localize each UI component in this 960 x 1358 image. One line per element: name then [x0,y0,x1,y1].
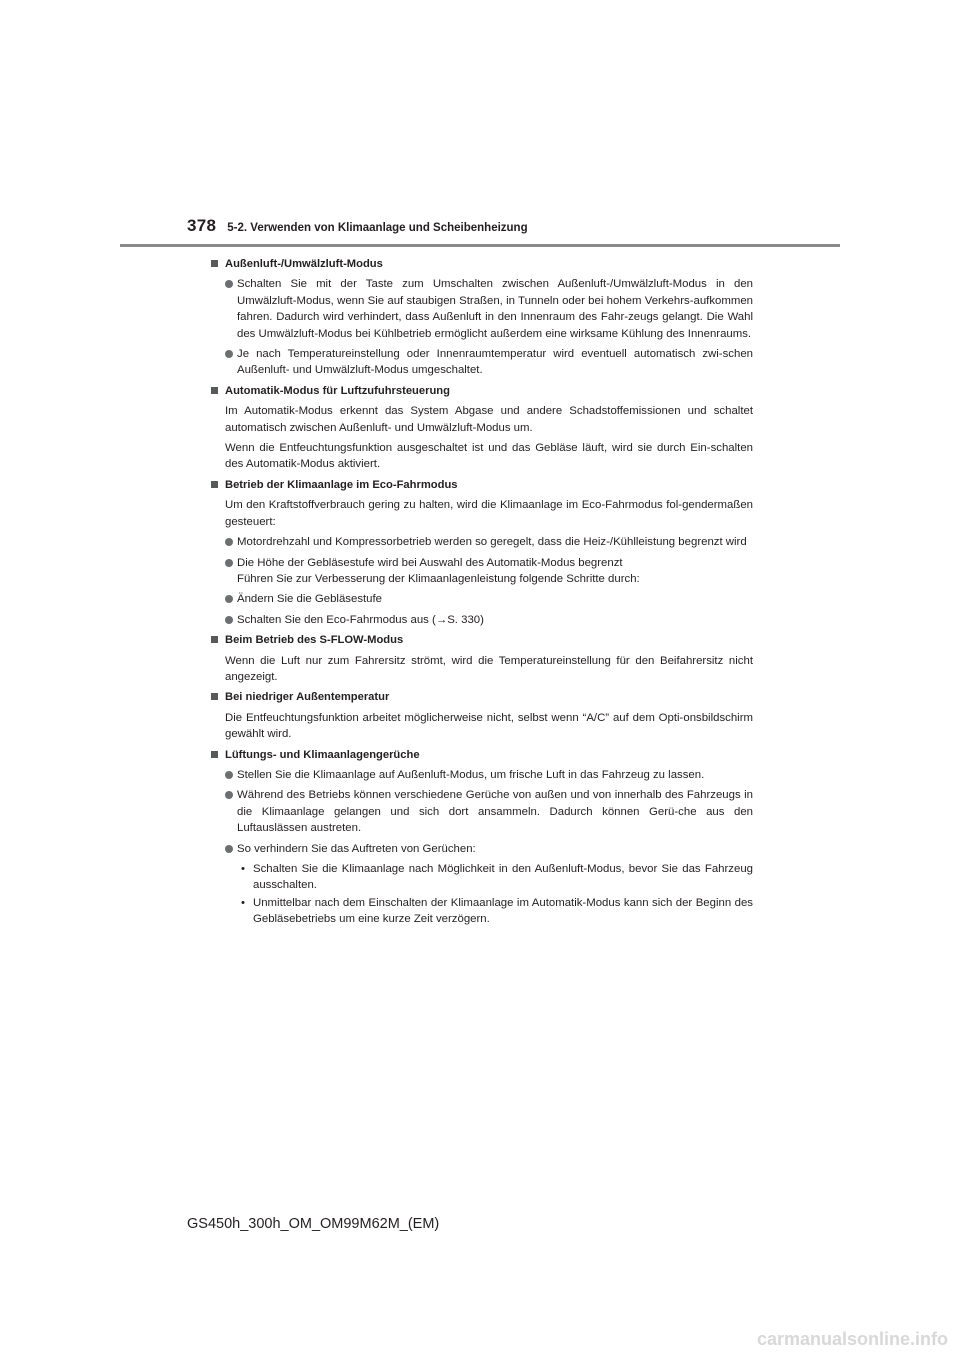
section-automatic-air-intake [209,383,753,473]
section-heading [209,477,753,493]
square-marker-icon [211,693,218,700]
heading-text: Beim Betrieb des S-FLOW-Modus [225,634,404,647]
bullet-text: Schalten Sie mit der Taste zum Umschalten zwischen Außenluft-/Umwälzluft-Modus in den Umwälzluft-Modus, wenn Sie auf staubigen Straßen, in Tunneln oder bei hohem Verkehrs-aufkommen fahren. Dadurch wird verhindert, dass Außenluft in den Innenraum des Fahr-zeugs gelangt. Die Wahl des Umwälzluft-Modus bei Kühlbetrieb ermöglicht außerdem eine wirksame Kühlung des Innenraums. [237,278,753,340]
circle-bullet-icon [225,845,233,853]
bullet-text: Schalten Sie den Eco-Fahrmodus aus ( [237,613,436,626]
list-item [209,276,753,342]
list-item [209,534,753,550]
circle-bullet-icon [225,595,233,603]
sub-bullet-text: Schalten Sie die Klimaanlage nach Möglichkeit in den Außenluft-Modus, bevor Sie das Fahrzeug ausschalten. [253,863,753,892]
section-heading [209,256,753,272]
circle-bullet-icon [225,791,233,799]
list-item [209,767,753,783]
section-heading [209,689,753,705]
chapter-title: 5-2. Verwenden von Klimaanlage und Scheibenheizung [227,222,528,234]
heading-text: Bei niedriger Außentemperatur [225,691,390,704]
footer-document-code: GS450h_300h_OM_OM99M62M_(EM) [187,1216,440,1232]
square-marker-icon [211,481,218,488]
section-outside-recirculated-air [209,256,753,379]
paragraph: Um den Kraftstoffverbrauch gering zu halten, wird die Klimaanlage im Eco-Fahrmodus fol-gendermaßen gesteuert: [225,499,753,528]
bullet-text: Stellen Sie die Klimaanlage auf Außenluft-Modus, um frische Luft in das Fahrzeug zu lassen. [237,768,705,781]
small-bullet-icon: • [241,863,245,875]
small-bullet-icon: • [241,896,245,909]
bullet-text: Motordrehzahl und Kompressorbetrieb werden so geregelt, dass die Heiz-/Kühlleistung begrenzt wird [237,536,747,549]
header-divider [120,244,840,247]
sub-list-item [209,861,753,894]
section-s-flow-mode [209,632,753,685]
circle-bullet-icon [225,771,233,779]
heading-text: Lüftungs- und Klimaanlagengerüche [225,748,420,761]
square-marker-icon [211,260,218,267]
watermark: carmanualsonline.info [756,1329,948,1349]
paragraph: Wenn die Entfeuchtungsfunktion ausgeschaltet ist und das Gebläse läuft, wird sie durch Ein-schalten des Automatik-Modus aktiviert. [225,442,753,471]
section-heading [209,747,753,763]
sub-list-item [209,895,753,928]
heading-text: Betrieb der Klimaanlage im Eco-Fahrmodus [225,478,458,491]
bullet-text: Die Höhe der Gebläsestufe wird bei Auswahl des Automatik-Modus begrenzt [237,556,623,569]
circle-bullet-icon [225,616,233,624]
list-item [209,787,753,836]
section-low-outside-temperature [209,689,753,742]
heading-text: Außenluft-/Umwälzluft-Modus [225,258,383,270]
page-reference-link[interactable]: S. 330) [447,613,484,626]
arrow-right-icon: → [435,613,448,626]
bullet-text: Je nach Temperatureinstellung oder Innenraumtemperatur wird eventuell automatisch zwi-schen Außenluft- und Umwälzluft-Modus umgeschaltet. [237,348,753,377]
bullet-text-continued: Führen Sie zur Verbesserung der Klimaanlagenleistung folgende Schritte durch: [237,572,640,585]
list-item [209,841,753,857]
section-odors [209,747,753,928]
page-content [209,256,753,929]
list-item [209,555,753,588]
circle-bullet-icon [225,538,233,546]
paragraph: Wenn die Luft nur zum Fahrersitz strömt, wird die Temperatureinstellung für den Beifahrersitz nicht angezeigt. [225,654,753,683]
circle-bullet-icon [225,280,233,288]
square-marker-icon [211,387,218,394]
page-number: 378 [187,216,217,235]
list-item [209,591,753,607]
square-marker-icon [211,636,218,643]
bullet-text: Während des Betriebs können verschiedene Gerüche von außen und von innerhalb des Fahrzeugs in die Klimaanlage gelangen und sich dort ansammeln. Dadurch können Gerü-che aus den Luftauslässen austreten. [237,789,753,835]
list-item [209,612,753,628]
section-heading [209,632,753,648]
circle-bullet-icon [225,350,233,358]
square-marker-icon [211,751,218,758]
heading-text: Automatik-Modus für Luftzufuhrsteuerung [225,384,450,397]
bullet-text: So verhindern Sie das Auftreten von Gerüchen: [237,842,476,855]
sub-bullet-text: Unmittelbar nach dem Einschalten der Klimaanlage im Automatik-Modus kann sich der Beginn des Gebläsebetriebs um eine kurze Zeit verzögern. [253,896,753,926]
section-eco-drive-mode [209,477,753,628]
section-heading [209,383,753,399]
circle-bullet-icon [225,559,233,567]
paragraph: Die Entfeuchtungsfunktion arbeitet möglicherweise nicht, selbst wenn “A/C” auf dem Opti-onsbildschirm gewählt wird. [225,711,753,741]
bullet-text: Ändern Sie die Gebläsestufe [237,593,383,606]
list-item [209,346,753,379]
paragraph: Im Automatik-Modus erkennt das System Abgase und andere Schadstoffemissionen und schaltet automatisch zwischen Außenluft- und Umwälzluft-Modus um. [225,405,753,434]
page-header [187,216,528,242]
